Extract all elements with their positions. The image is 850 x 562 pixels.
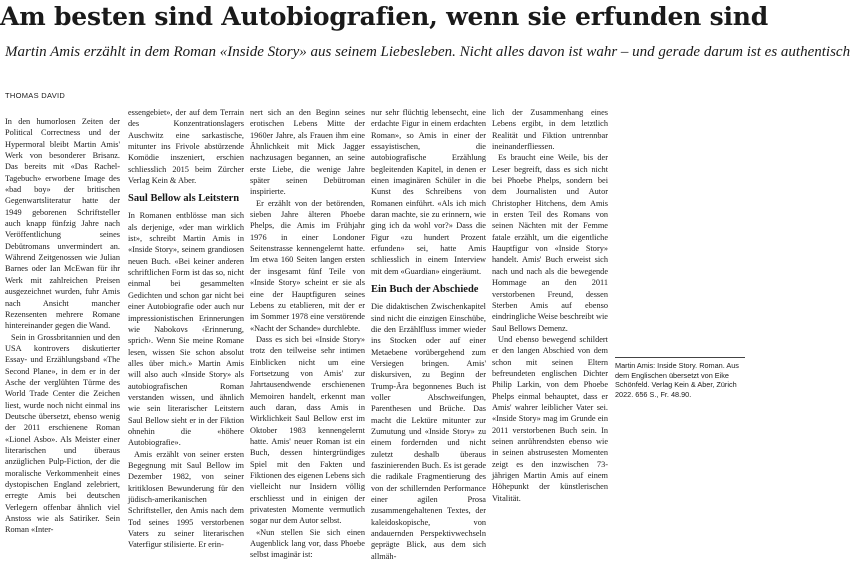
paragraph: Dass es sich bei «Inside Story» trotz den teilweise sehr intimen Einblicken nicht um eine Fortsetzung von Amis' zur Jahrtausendwende erschienenen Memoiren handelt, erkennt man auch daran, dass Amis in Wirklichkeit Saul Bellow erst im Oktober 1983 kennengelernt hatte. Amis' neuer Roman ist ein Buch, dessen hintergründiges Spiel mit den Fakten und Fiktionen des eigenen Lebens sich vielleicht nur Insidern völlig erschliesst und in einigen der privatesten Momente vermutlich sogar nur dem Autor selbst. — [250, 334, 365, 526]
text-column-1 — [5, 116, 120, 535]
book-info-caption: Martin Amis: Inside Story. Roman. Aus dem Englischen übersetzt von Eike Schönfeld. Verlag Kein & Aber, Zürich 2022. 656 S., Fr. 48.90. — [615, 357, 745, 399]
paragraph: Sein in Grossbritannien und den USA kontrovers diskutierter Essay- und Erzählungsband «The Second Plane», in dem er in der Asche der verglühten Türme des World Trade Center die Zeichen liest, wurde noch nicht einmal ins Deutsche übersetzt, ebenso wenig der 2011 erschienene Roman «Lionel Asbo». Als Meister einer literarischen und überaus anzüglichen Pulp-Fiction, der die moralische Verkommenheit eines dystopischen England zelebriert, erregte Amis bei deutschen Verlegern offenbar ähnlich viel Anstoss wie als Satiriker. Sein Roman «Inter- — [5, 332, 120, 535]
article-subtitle: Martin Amis erzählt in dem Roman «Inside Story» aus seinem Liebesleben. Nicht alles davon ist wahr – und gerade darum ist es authentisch — [5, 44, 850, 60]
paragraph: Und ebenso bewegend schildert er den langen Abschied von dem schon mit seinen Eltern befreundeten englischen Dichter Philip Larkin, von dem Phoebe Phelps einmal behauptet, dass er Amis' wahrer leiblicher Vater sei. «Inside Story» mag im Grunde ein 2011 verstorbenen Buch sein. In seinen anrührendsten ebenso wie in seinen abstrusesten Momenten zeigt es den inzwischen 73-jährigen Martin Amis auf einem Höhepunkt der künstlerischen Vitalität. — [492, 334, 608, 503]
text-column-2 — [128, 107, 244, 550]
article-headline: Am besten sind Autobiografien, wenn sie erfunden sind — [0, 2, 769, 31]
text-column-3 — [250, 107, 365, 560]
paragraph: lich der Zusammenhang eines Lebens ergibt, in dem letztlich Realität und Fiktion untrennbar ineinanderfliessen. — [492, 108, 608, 152]
paragraph: In Romanen entblösse man sich als derjenige, «der man wirklich ist», schreibt Martin Amis in «Inside Story», seinem grandiosen neuen Buch. «Bei keiner anderen schriftlichen Form ist das so, nicht einmal bei gesammelten Gedichten und schon gar nicht bei einer Autobiografie oder auch nur impressionistischen Erinnerungen wie Nabokovs ‹Erinnerung, sprich›. Wenn Sie meine Romane lesen, wissen Sie schon absolut alles über mich.» Martin Amis will also auch «Inside Story» als autobiografischen Roman verstanden wissen, und ähnlich wie sein literarischer Leitstern Saul Bellow sieht er in der Fiktion ohnehin die «höhere Autobiografie». — [128, 211, 244, 448]
paragraph: Die didaktischen Zwischenkapitel sind nicht die einzigen Einschübe, die den Erzählfluss immer wieder ins Stocken oder auf einer Metaebene vorübergehend zum Versiegen bringen. Amis' diskursiven, zu Beginn der Trump-Ära begonnenes Buch ist voller Abschweifungen, Parenthesen und Brüche. Das macht die Lektüre mitunter zur Zumutung und «Inside Story» zu einem fordernden und nicht zuletzt deshalb überaus faszinierenden Buch. Es ist gerade die radikale Fragmentierung des von der schillernden Performance einer agilen Prosa zusammengehaltenen Textes, der kaleidoskopische, von andauernden Perspektivwechseln geprägte Blick, aus dem sich allmäh- — [371, 302, 486, 561]
section-heading: Saul Bellow als Leitstern — [128, 193, 240, 205]
text-column-4 — [371, 107, 486, 561]
paragraph: nur sehr flüchtig lebensecht, eine erdachte Figur in einem erdachten Roman», so Amis in einer der essayistischen, die autobiografische Erzählung begleitenden Kapitel, in denen er einen imaginären Schüler in die Kunst des Schreibens von Romanen einführt. «Als ich mich daran machte, sie zu erinnern, wie ging ich da wohl vor?» Dass die Figur «zu hundert Prozent erfunden» sei, hatte Amis schliesslich in einem Interview mit dem «Guardian» eingeräumt. — [371, 108, 486, 276]
paragraph: Er erzählt von der betörenden, sieben Jahre älteren Phoebe Phelps, die Amis im Frühjahr 1976 in einer Londoner Seitenstrasse kennengelernt hatte. Im etwa 160 Seiten langen ersten der insgesamt fünf Teile von «Inside Story» scheint er sie als eine der Hauptfiguren seines Lebens zu etablieren, mit der er im Sommer 1978 eine verstörende «Nacht der Schande» durchlebte. — [250, 198, 365, 333]
text-column-5 — [492, 107, 608, 503]
paragraph: nert sich an den Beginn seines erotischen Lebens Mitte der 1960er Jahre, als Frauen ihm eine Ähnlichkeit mit Mick Jagger nachzusagen begannen, an seine erste Liebe, die wenige Jahre später seinen Debütroman inspirierte. — [250, 108, 365, 197]
paragraph: essengebiet», der auf dem Terrain des Konzentrationslagers Auschwitz eine sarkastische, mitunter ins Frivole abstürzende Komödie inszeniert, erschien schliesslich 2015 beim Zürcher Verlag Kein & Aber. — [128, 108, 244, 186]
paragraph: «Nun stellen Sie sich einen Augenblick lang vor, dass Phoebe selbst imaginär ist: — [250, 527, 365, 560]
section-heading: Ein Buch der Abschiede — [371, 284, 479, 296]
author-byline: THOMAS DAVID — [5, 91, 66, 100]
paragraph: Amis erzählt von seiner ersten Begegnung mit Saul Bellow im Dezember 1982, von seiner kritiklosen Bewunderung für den jüdisch-amerikanischen Schriftsteller, den Amis nach dem Tod seines 1995 verstorbenen Vaters zu seiner literarischen Vaterfigur stilisierte. Er erin- — [128, 449, 244, 550]
paragraph: Es braucht eine Weile, bis der Leser begreift, dass es sich nicht bei Phoebe Phelps, sondern bei dem Journalisten und Autor Christopher Hitchens, dem Amis in ersten Teil des Romans von seinen Nächten mit der Femme fatale erzählt, um die eigentliche Hauptfigur von «Inside Story» handelt. Amis' Buch erweist sich nach und nach als die bewegende Hommage an den 2011 verstorbenen Freund, dessen Sterben Amis auf ebenso eindringliche Weise beschreibt wie Saul Bellows Demenz. — [492, 153, 608, 333]
paragraph: In den humorlosen Zeiten der Political Correctness und der Hypermoral bleibt Martin Amis' Werk von besonderer Brisanz. Das bereits mit «Das Rachel-Tagebuch» erworbene Image des «bad boy» der britischen Gegenwartsliteratur hatte der 1949 geborenen Schriftsteller auch knapp fünfzig Jahre nach Veröffentlichung seines Debütromans unvermindert an. Während Zeitgenossen wie Julian Barnes oder Ian McEwan für ihr Werk mit zahlreichen Preisen ausgezeichnet wurden, fuhr Amis nach Ansicht mancher Rezensenten mehrere Romane hintereinander gegen die Wand. — [5, 117, 120, 331]
